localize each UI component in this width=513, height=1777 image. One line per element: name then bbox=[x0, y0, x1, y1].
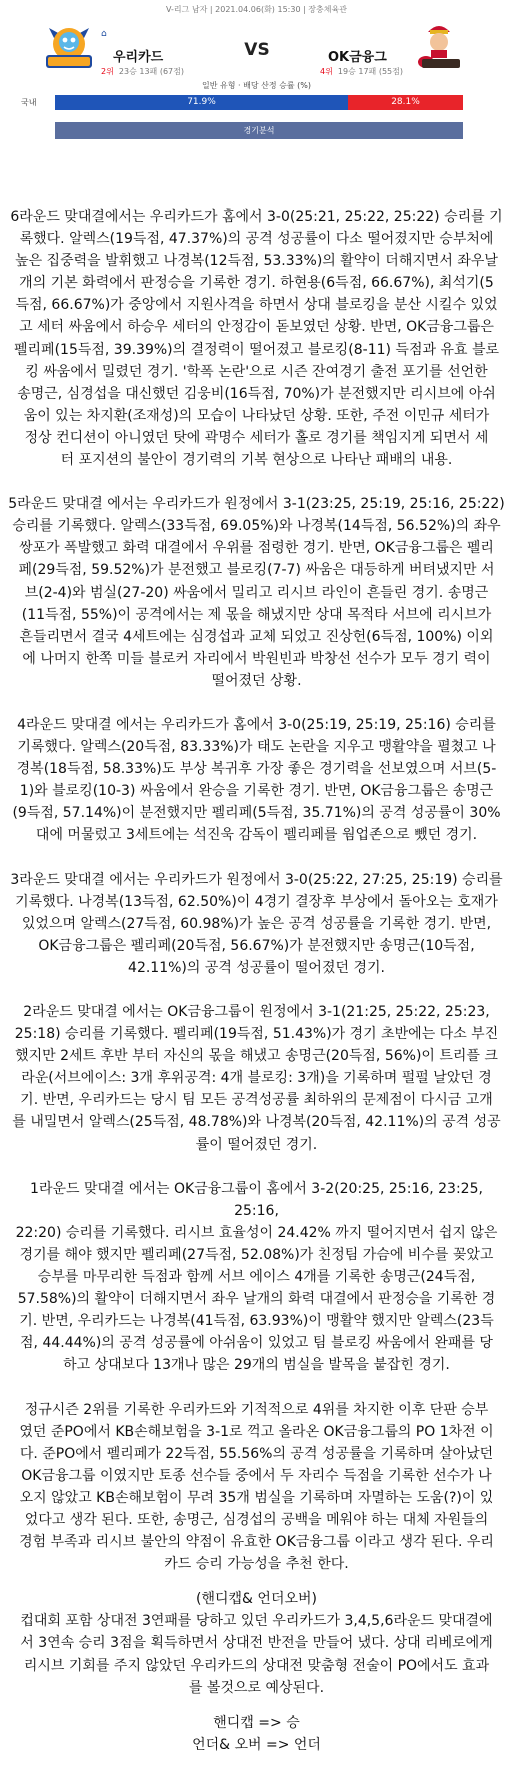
home-team-name: 우리카드 bbox=[113, 50, 164, 65]
handicap-paragraph: (핸디캡& 언더오버) 컵대회 포함 상대전 3연패를 당하고 있던 우리카드가 3,4,5,6라운드 맞대결에 서 3연속 승리 3점을 획득하면서 상대전 반전을 만들어 냈다. 상대 리베로에게 리시브 기회를 주지 않았던 우리카드의 상대전 맞춤형 전술이 PO에서도 효과 를 볼것으로 예상된다. bbox=[20, 1591, 493, 1696]
analysis-paragraph: 4라운드 맞대결 에서는 우리카드가 홈에서 3-0(25:19, 25:19, 25:16) 승리를 기록했다. 알렉스(20득점, 83.33%)가 태도 논란을 지우고 맹활약을 펼쳤고 나 경복(18득점, 58.33%)도 부상 복귀후 가장 좋은 경기력을 선보였으며 서브(5- 1)와 블로킹(10-3) 싸움에서 완승을 기록한 경기. 반면, OK금융그룹은 송명근 (9득점, 57.14%)이 분전했지만 펠리페(5득점, 35.71%)의 공격 성공률이 30% 대에 머물렀고 3세트에는 석진욱 감독이 펠리페를 웜업존으로 뺐던 경기. bbox=[12, 716, 501, 844]
okfinancial-logo-icon bbox=[410, 18, 468, 76]
odds-row-label: 국내 bbox=[21, 98, 37, 107]
vs-label: VS bbox=[244, 40, 270, 60]
analysis-paragraph: 2라운드 맞대결 에서는 OK금융그룹이 원정에서 3-1(21:25, 25:22, 25:23, 25:18) 승리를 기록했다. 펠리페(19득점, 51.43%)가 경기 초반에는 다소 부진 했지만 2세트 후반 부터 자신의 몫을 해냈고 송명근(20득점, 56%)이 트리플 크 라운(서브에이스: 3개 후위공격: 4개 블로킹: 3개)을 기록하며 펄펄 날았던 경 기. 반면, 우리카드는 당시 팀 모든 공격성공률 최하위의 문제점이 다시금 고개 를 내밀면서 알렉스(25득점, 48.78%)와 나경복(20득점, 42.11%)의 공격 성공 률이 떨어졌던 경기. bbox=[12, 1004, 501, 1153]
away-team-name: OK금융그 bbox=[328, 50, 387, 65]
home-team-rank: 2위 bbox=[101, 67, 114, 76]
home-icon: ⌂ bbox=[101, 29, 107, 39]
away-win-probability-bar: 28.1% bbox=[348, 95, 463, 110]
tab-label: 경기분석 bbox=[243, 126, 275, 135]
away-team-record bbox=[320, 66, 403, 77]
analysis-article bbox=[6, 206, 507, 1756]
analysis-paragraph: 정규시즌 2위를 기록한 우리카드와 기적적으로 4위를 차지한 이후 단판 승부 였던 준PO에서 KB손해보험을 3-1로 꺽고 올라온 OK금융그룹의 PO 1차전 이 다. 준PO에서 펠리페가 22득점, 55.56%의 공격 성공률을 기록하며 살아났던 OK금융그룹 이였지만 토종 선수들 중에서 두 자리수 득점을 기록한 선수가 나 오지 않았고 KB손해보험이 무려 35개 범실을 기록하며 자멸하는 도움(?)이 있 었다고 생각 된다. 또한, 송명근, 심경섭의 공백을 메워야 하는 대체 자원들의 경험 부족과 리시브 불안의 약점이 유효한 OK금융그룹 이라고 생각 된다. 우리 카드 승리 가능성을 추천 한다. bbox=[19, 1401, 494, 1573]
home-team-record bbox=[101, 66, 184, 77]
tab-game-analysis[interactable] bbox=[55, 122, 463, 139]
league-info: V-리그 남자 | 2021.04.06(화) 15:30 | 장충체육관 bbox=[166, 5, 347, 14]
home-team-stats: 23승 13패 (67점) bbox=[118, 67, 184, 76]
analysis-paragraph: 6라운드 맞대결에서는 우리카드가 홈에서 3-0(25:21, 25:22, 25:22) 승리를 기 록했다. 알렉스(19득점, 47.37%)의 공격 성공률이 다소 떨어졌지만 승부처에 높은 집중력을 발휘했고 나경복(12득점, 53.33%)의 활약이 더해지면서 좌우날 개의 기본 화력에서 판정승을 기록한 경기. 하현용(6득점, 66.67%), 최석기(5 득점, 66.67%)가 중앙에서 지원사격을 하면서 상대 블로킹을 분산 시킬수 있었 고 세터 싸움에서 하승우 세터의 안정감이 돋보였던 상황. 반면, OK금융그룹은 펠리페(15득점, 39.39%)의 결정력이 떨어졌고 블로킹(8-11) 득점과 유효 블로 킹 싸움에서 밀렸던 경기. '학폭 논란'으로 시즌 잔여경기 출전 포기를 선언한 송명근, 심경섭을 대신했던 김웅비(16득점, 70%)가 분전했지만 리시브에 아쉬 움이 있는 차지환(조재성)의 모습이 나타났던 상황. 또한, 주전 이민규 세터가 정상 컨디션이 아니였던 탓에 곽명수 세터가 홀로 경기를 책임지게 되면서 세 터 포지션의 불안이 경기력의 기복 현상으로 나타난 패배의 내용. bbox=[10, 209, 503, 469]
analysis-paragraph: 1라운드 맞대결 에서는 OK금융그룹이 홈에서 3-2(20:25, 25:16, 23:25, 25:16, 22:20) 승리를 기록했다. 리시브 효율성이 24.42% 까지 떨어지면서 쉽지 않은 경기를 해야 했지만 펠리페(27득점, 52.08%)가 친정팀 가슴에 비수를 꽂았고 승부를 마무리한 득점과 함께 서브 에이스 4개를 기록한 송명근(24득점, 57.58%)의 활약이 더해지면서 좌우 날개의 화력 대결에서 판정승을 기록한 경 기. 반면, 우리카드는 나경복(41득점, 63.93%)이 맹활약 했지만 알렉스(23득 점, 44.44%)의 공격 성공률에 아쉬움이 있었고 팀 블로킹 싸움에서 완패를 당 하고 상대보다 13개나 많은 29개의 범실을 발목을 붙잡힌 경기. bbox=[15, 1180, 498, 1374]
prediction-summary: 핸디캡 => 승 언더& 오버 => 언더 bbox=[192, 1714, 321, 1753]
home-win-probability-bar: 71.9% bbox=[55, 95, 348, 110]
odds-caption: 일반 유형 · 배당 산정 승률 (%) bbox=[202, 81, 311, 90]
analysis-paragraph: 5라운드 맞대결 에서는 우리카드가 원정에서 3-1(23:25, 25:19, 25:16, 25:22) 승리를 기록했다. 알렉스(33득점, 69.05%)와 나경복(14득점, 56.52%)의 좌우 쌍포가 폭발했고 화력 대결에서 우위를 점령한 경기. 반면, OK금융그룹은 펠리 페(29득점, 59.52%)가 분전했고 블로킹(7-7) 싸움은 대등하게 버텨냈지만 서 브(2-4)와 범실(27-20) 싸움에서 밀리고 리시브 라인이 흔들린 경기. 송명근 (11득점, 55%)이 공격에서는 제 몫을 해냈지만 상대 목적타 서브에 리시브가 흔들리면서 결국 4세트에는 심경섭과 교체 되었고 진상헌(6득점, 100%) 이외 에 나머지 한쪽 미들 블로커 자리에서 박원빈과 박창선 선수가 모두 경기 력이 떨어졌던 상황. bbox=[8, 496, 505, 689]
away-team-rank: 4위 bbox=[320, 67, 333, 76]
analysis-paragraph: 3라운드 맞대결 에서는 우리카드가 원정에서 3-0(25:22, 27:25, 25:19) 승리를 기록했다. 나경복(13득점, 62.50%)이 4경기 결장후 부상에서 돌아오는 호재가 있었으며 알렉스(27득점, 60.98%)가 높은 공격 성공률을 기록한 경기. 반면, OK금융그룹은 펠리페(20득점, 56.67%)가 분전했지만 송명근(10득점, 42.11%)의 공격 성공률이 떨어졌던 경기. bbox=[10, 871, 503, 976]
away-team-stats: 19승 17패 (55점) bbox=[337, 67, 403, 76]
wooricard-logo-icon bbox=[40, 18, 98, 76]
